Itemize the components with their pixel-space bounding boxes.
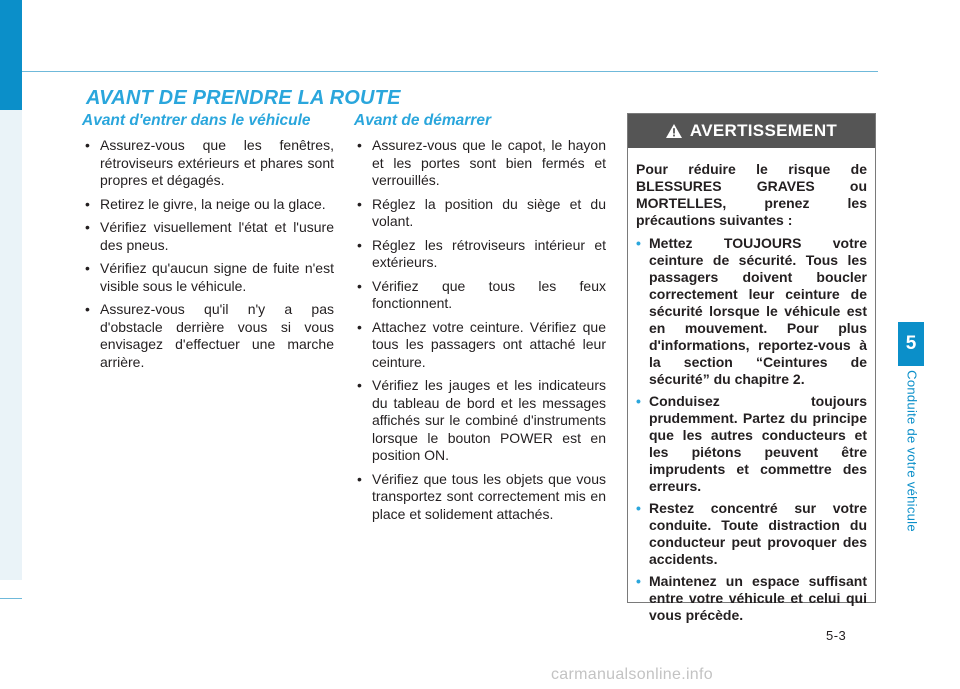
- list-item: • Assurez-vous qu'il n'y a pas d'obstacle derrière vous si vous envisagez d'effectuer une marche arrière.: [82, 301, 334, 371]
- left-divider: [0, 598, 22, 599]
- chapter-tab: [898, 322, 924, 366]
- checklist: [82, 137, 334, 371]
- header-rule: [22, 71, 878, 72]
- list-item: • Retirez le givre, la neige ou la glace.: [82, 196, 334, 214]
- watermark: carmanualsonline.info: [551, 666, 713, 683]
- warning-list: [636, 235, 867, 624]
- list-item: • Vérifiez qu'aucun signe de fuite n'est visible sous le véhicule.: [82, 260, 334, 295]
- warning-triangle-icon: [666, 124, 682, 138]
- left-margin-accent: [0, 0, 22, 110]
- section-heading: Avant d'entrer dans le véhicule: [82, 112, 311, 129]
- list-item: • Assurez-vous que le capot, le hayon et les portes sont bien fermés et verrouillés.: [354, 137, 606, 190]
- warning-intro: Pour réduire le risque de BLESSURES GRAVES ou MORTELLES, prenez les précautions suivantes :: [636, 161, 867, 228]
- chapter-title: Conduite de votre véhicule: [904, 370, 920, 532]
- warning-item: • Mettez TOUJOURS votre ceinture de sécurité. Tous les passagers doivent boucler correctement leur ceinture de sécurité lorsque le véhicule est en mouvement. Pour plus d'informations, reportez-vous à la section “Ceintures de sécurité” du chapitre 2.: [636, 235, 867, 388]
- warning-item: • Restez concentré sur votre conduite. Toute distraction du conducteur peut provoquer des accidents.: [636, 500, 867, 568]
- page-title: AVANT DE PRENDRE LA ROUTE: [86, 87, 401, 109]
- section-before-starting: [354, 112, 606, 529]
- warning-item: • Maintenez un espace suffisant entre votre véhicule et celui qui vous précède.: [636, 573, 867, 624]
- list-item: • Réglez les rétroviseurs intérieur et extérieurs.: [354, 237, 606, 272]
- warning-title: AVERTISSEMENT: [689, 121, 838, 140]
- warning-item: • Conduisez toujours prudemment. Partez du principe que les autres conducteurs et les piétons peuvent être imprudents et commettre des erreurs.: [636, 393, 867, 495]
- checklist: [354, 137, 606, 523]
- list-item: • Assurez-vous que les fenêtres, rétroviseurs extérieurs et phares sont propres et dégagés.: [82, 137, 334, 190]
- chapter-number: 5: [905, 333, 917, 354]
- list-item: • Attachez votre ceinture. Vérifiez que tous les passagers ont attaché leur ceinture.: [354, 319, 606, 372]
- list-item: • Vérifiez que tous les feux fonctionnent.: [354, 278, 606, 313]
- list-item: • Vérifiez visuellement l'état et l'usure des pneus.: [82, 219, 334, 254]
- list-item: • Vérifiez que tous les objets que vous transportez sont correctement mis en place et solidement attachés.: [354, 471, 606, 524]
- warning-box: [627, 113, 876, 623]
- list-item: • Vérifiez les jauges et les indicateurs du tableau de bord et les messages affichés sur le combiné d'instruments lorsque le bouton POWER est en position ON.: [354, 377, 606, 465]
- section-heading: Avant de démarrer: [354, 112, 491, 129]
- list-item: • Réglez la position du siège et du volant.: [354, 196, 606, 231]
- warning-header: [628, 114, 875, 148]
- warning-body: [628, 148, 875, 624]
- page-number: 5-3: [826, 628, 847, 643]
- section-before-entering: [82, 112, 334, 377]
